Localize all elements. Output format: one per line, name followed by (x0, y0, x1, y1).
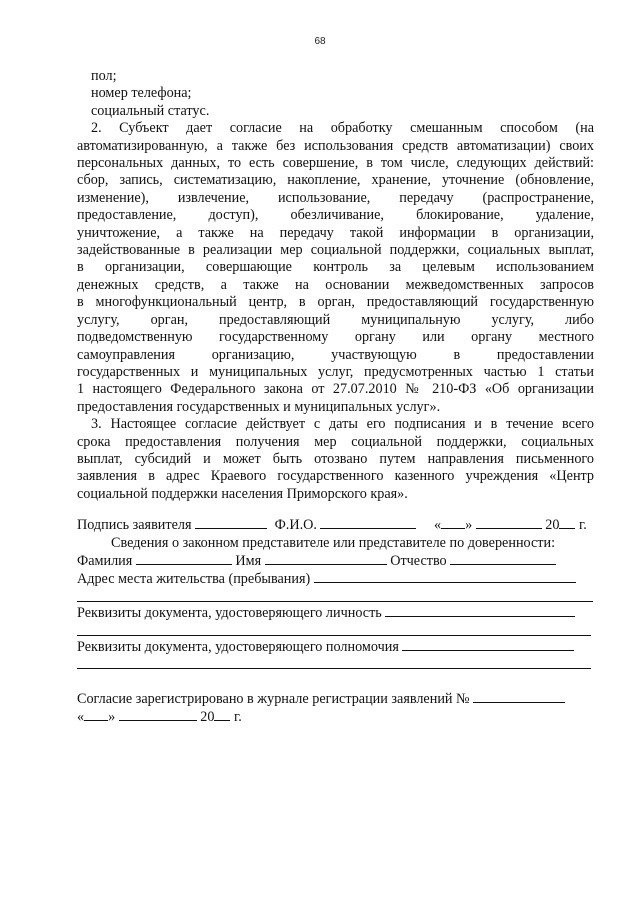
id-doc-line-2[interactable] (77, 635, 591, 636)
surname-label: Фамилия (77, 553, 133, 569)
reg-year-suffix: г. (234, 709, 242, 725)
paragraph3-lines-line: выплат, субсидий и может быть отозвано путем направления письменного (77, 450, 594, 467)
paragraph2-lines-line: подведомственную государственному органу или органу местного (77, 329, 594, 346)
year-field[interactable] (559, 516, 575, 529)
paragraph3-lines-line: 3. Настоящее согласие действует с даты его подписания и в течение всего (91, 416, 594, 433)
paragraph2-lines-line: сбор, запись, систематизацию, накопление, хранение, уточнение (обновление, (77, 172, 594, 189)
paragraph2-lines-line: предоставления государственных и муниципальных услуг». (77, 398, 441, 415)
paragraph2-lines-line: денежных средств, а также на основании межведомственных запросов (77, 276, 594, 293)
authority-doc-label: Реквизиты документа, удостоверяющего полномочия (77, 639, 399, 655)
id-doc-row (77, 604, 597, 622)
paragraph3-lines-line: срока предоставления получения мер социальной поддержки, социальных (77, 433, 594, 450)
address-label: Адрес места жительства (пребывания) (77, 571, 311, 587)
data-list (77, 68, 594, 120)
address-row (77, 570, 597, 588)
reg-day-field[interactable] (84, 708, 108, 721)
day-quote-open: « (434, 517, 442, 533)
registration-label: Согласие зарегистрировано в журнале регистрации заявлений № (77, 691, 470, 707)
paragraph2-lines-line: государственных и муниципальных услуг, предусмотренных частью 1 статьи (77, 363, 594, 380)
page-number: 68 (314, 36, 326, 47)
list-items-line: социальный статус. (91, 102, 210, 119)
registration-date-row (77, 708, 597, 726)
day-quote-close: » (465, 517, 473, 533)
paragraph3-lines-line: социальной поддержки населения Приморского края». (77, 485, 408, 502)
reg-day-quote-close: » (108, 709, 116, 725)
rep-names-row (77, 552, 597, 570)
reg-day-quote-open: « (77, 709, 85, 725)
month-field[interactable] (476, 516, 542, 529)
day-field[interactable] (441, 516, 465, 529)
patronymic-field[interactable] (450, 552, 556, 565)
paragraph3-lines-line: заявления в адрес Краевого государственного казенного учреждения «Центр (77, 468, 594, 485)
authority-doc-field[interactable] (402, 638, 574, 651)
reg-year-prefix: 20 (200, 709, 215, 725)
address-line-2[interactable] (77, 601, 593, 602)
registration-row (77, 690, 597, 708)
authority-doc-row (77, 638, 597, 656)
signature-row (77, 516, 597, 534)
paragraph2-lines-line: в многофункциональный центр, в орган, предоставляющий государственную (77, 294, 594, 311)
paragraph2-lines-line: предоставление, доступ), обезличивание, блокирование, удаление, (77, 207, 594, 224)
paragraph-3 (77, 416, 594, 503)
patronymic-label: Отчество (390, 553, 447, 569)
surname-field[interactable] (136, 552, 232, 565)
signature-label: Подпись заявителя (77, 517, 192, 533)
paragraph-2 (77, 120, 594, 416)
year-prefix: 20 (545, 517, 560, 533)
paragraph2-lines-line: изменение), извлечение, использование, передачу (распространение, (77, 189, 594, 206)
paragraph2-lines-line: персональных данных, то есть совершение, в том числе, следующих действий: (77, 155, 594, 172)
fio-label: Ф.И.О. (274, 517, 317, 533)
paragraph2-lines-line: услугу, орган, предоставляющий муниципальную услугу, либо (77, 311, 594, 328)
consent-text (77, 68, 594, 503)
paragraph2-lines-line: 1 настоящего Федерального закона от 27.07.2010 № 210-ФЗ «Об организации (77, 381, 594, 398)
paragraph2-lines-line: автоматизированную, а также без использования средств автоматизации) своих (77, 137, 594, 154)
paragraph2-lines-line: 2. Субъект дает согласие на обработку смешанным способом (на (91, 120, 594, 137)
list-items-line: пол; (91, 68, 117, 84)
paragraph2-lines-line: самоуправления организацию, участвующую в предоставлении (77, 346, 594, 363)
year-suffix: г. (579, 517, 587, 533)
paragraph2-lines-line: уничтожение, а также на передачу такой информации в организации, (77, 224, 594, 241)
signature-field[interactable] (195, 516, 267, 529)
fio-field[interactable] (320, 516, 416, 529)
address-field[interactable] (314, 570, 576, 583)
registration-number-field[interactable] (473, 690, 565, 703)
paragraph2-lines-line: задействованные в реализации мер социальной поддержки, социальных выплат, (77, 242, 594, 259)
paragraph2-lines-line: в организации, совершающие контроль за целевым использованием (77, 259, 594, 276)
authority-doc-line-2[interactable] (77, 668, 591, 669)
rep-heading: Сведения о законном представителе или представителе по доверенности: (111, 535, 556, 551)
reg-year-field[interactable] (214, 708, 230, 721)
id-doc-label: Реквизиты документа, удостоверяющего личность (77, 605, 382, 621)
list-items-line: номер телефона; (91, 85, 192, 102)
name-field[interactable] (265, 552, 387, 565)
reg-month-field[interactable] (119, 708, 197, 721)
id-doc-field[interactable] (385, 604, 575, 617)
name-label: Имя (235, 553, 262, 569)
